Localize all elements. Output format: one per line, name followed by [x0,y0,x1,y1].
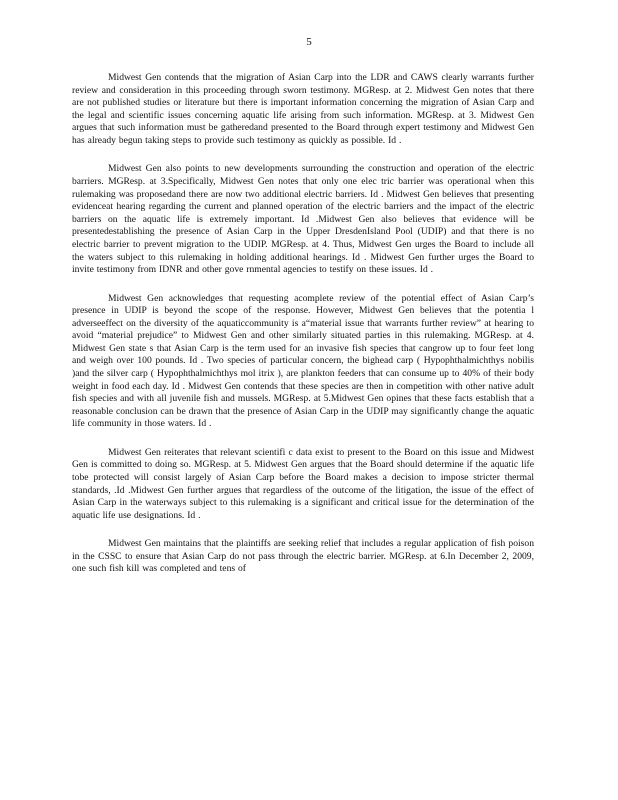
paragraph-1: Midwest Gen contends that the migration of Asian Carp into the LDR and CAWS clearly warrants further review and consideration in this proceeding through sworn testimony. MGResp. at 2. Midwest Gen notes that there are not published studies or literature but there is important information concerning the migration of Asian Carp and the legal and scientific issues concerning aquatic life arising from such information. MGResp. at 3. Midwest Gen argues that such information must be gatheredand presented to the Board through expert testimony and Midwest Gen has already begun taking steps to provide such testimony as quickly as possible. Id . [72,72,534,146]
page-number: 5 [306,36,312,48]
paragraph-2: Midwest Gen also points to new developments surrounding the construction and operation of the electric barriers. MGResp. at 3.Specifically, Midwest Gen notes that only one elec tric barrier was operational when this rulemaking was proposedand there are now two additional electric barriers. Id . Midwest Gen believes that presenting evidenceat hearing regarding the current and planned operation of the electric barriers and the impact of the electric barriers on the aquatic life is extremely important. Id .Midwest Gen also believes that evidence will be presentedestablishing the presence of Asian Carp in the Upper DresdenIsland Pool (UDIP) and that there is no electric barrier to prevent migration to the UDIP. MGResp. at 4. Thus, Midwest Gen urges the Board to include all the waters subject to this rulemaking in holding additional hearings. Id . Midwest Gen further urges the Board to invite testimony from IDNR and other gove rnmental agencies to testify on these issues. Id . [72,163,534,276]
paragraph-3: Midwest Gen acknowledges that requesting acomplete review of the potential effect of Asian Carp’s presence in UDIP is beyond the scope of the response. However, Midwest Gen believes that the potentia l adverseeffect on the diversity of the aquaticcommunity is a“material issue that warrants further review” at hearing to avoid “material prejudice” to Midwest Gen and other similarly situated parties in this rulemaking. MGResp. at 4. Midwest Gen state s that Asian Carp is the term used for an invasive fish species that cangrow up to four feet long and weigh over 100 pounds. Id . Two species of particular concern, the bighead carp ( Hypophthalmichthys nobilis )and the silver carp ( Hypophthalmichthys mol itrix ), are plankton feeders that can consume up to 40% of their body weight in food each day. Id . Midwest Gen contends that these species are then in competition with other native adult fish species and with all juvenile fish and mussels. MGResp. at 5.Midwest Gen opines that these facts establish that a reasonable conclusion can be drawn that the presence of Asian Carp in the UDIP may significantly change the aquatic life community in those waters. Id . [72,292,534,430]
paragraph-4: Midwest Gen reiterates that relevant scientifi c data exist to present to the Board on this issue and Midwest Gen is committed to doing so. MGResp. at 5. Midwest Gen argues that the Board should determine if the aquatic life tobe protected will consist largely of Asian Carp before the Board makes a decision to impose stricter thermal standards, .Id .Midwest Gen further argues that regardless of the outcome of the litigation, the issue of the effect of Asian Carp in the waterways subject to this rulemaking is a significant and critical issue for the determination of the aquatic life use designations. Id . [72,446,534,521]
body-text [72,72,534,592]
paragraph-5: Midwest Gen maintains that the plaintiffs are seeking relief that includes a regular application of fish poison in the CSSC to ensure that Asian Carp do not pass through the electric barrier. MGResp. at 6.In December 2, 2009, one such fish kill was completed and tens of [72,538,534,575]
